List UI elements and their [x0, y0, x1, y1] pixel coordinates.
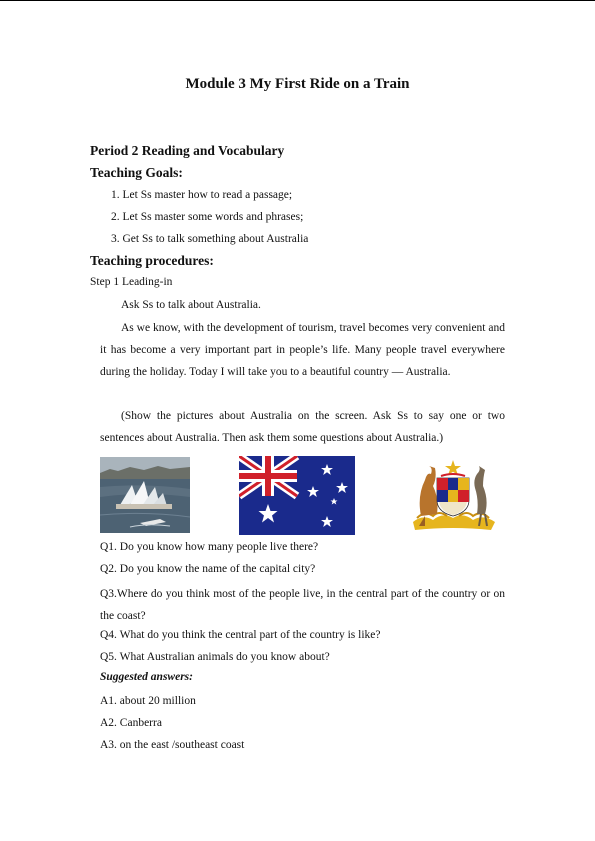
- step-heading: Step 1 Leading-in: [90, 276, 173, 288]
- answer-2: A2. Canberra: [100, 717, 162, 729]
- question-5: Q5. What Australian animals do you know about?: [100, 651, 330, 663]
- intro-paragraph: [100, 317, 505, 383]
- goal-item: 2. Let Ss master some words and phrases;: [111, 211, 304, 223]
- goals-heading: Teaching Goals:: [90, 165, 183, 180]
- intro-paragraph-text: As we know, with the development of tourism, travel becomes very convenient and it has become a very important part in people’s life. Many people travel everywhere during the holiday. Today I will take you to a beautiful country — Australia.: [100, 322, 505, 378]
- top-border-line: [0, 0, 595, 1]
- suggested-answers-heading: Suggested answers:: [100, 671, 193, 683]
- procedures-heading: Teaching procedures:: [90, 253, 214, 268]
- page-title: Module 3 My First Ride on a Train: [185, 76, 410, 92]
- ask-line: Ask Ss to talk about Australia.: [121, 299, 261, 311]
- question-2: Q2. Do you know the name of the capital city?: [100, 563, 316, 575]
- answer-1: A1. about 20 million: [100, 695, 196, 707]
- australian-flag: [239, 456, 355, 535]
- goal-item: 3. Get Ss to talk something about Australia: [111, 233, 309, 245]
- question-1: Q1. Do you know how many people live there?: [100, 541, 319, 553]
- australian-coat-of-arms: [403, 456, 503, 534]
- sydney-opera-house-photo: [100, 457, 190, 533]
- instruction-paragraph: [100, 405, 505, 449]
- goal-item: 1. Let Ss master how to read a passage;: [111, 189, 293, 201]
- question-3: Q3.Where do you think most of the people live, in the central part of the country or on the coast?: [100, 588, 505, 622]
- question-4: Q4. What do you think the central part of the country is like?: [100, 629, 381, 641]
- answer-3: A3. on the east /southeast coast: [100, 739, 245, 751]
- period-heading: Period 2 Reading and Vocabulary: [90, 143, 285, 158]
- instruction-paragraph-text: (Show the pictures about Australia on the screen. Ask Ss to say one or two sentences about Australia. Then ask them some questions about Australia.): [100, 410, 505, 444]
